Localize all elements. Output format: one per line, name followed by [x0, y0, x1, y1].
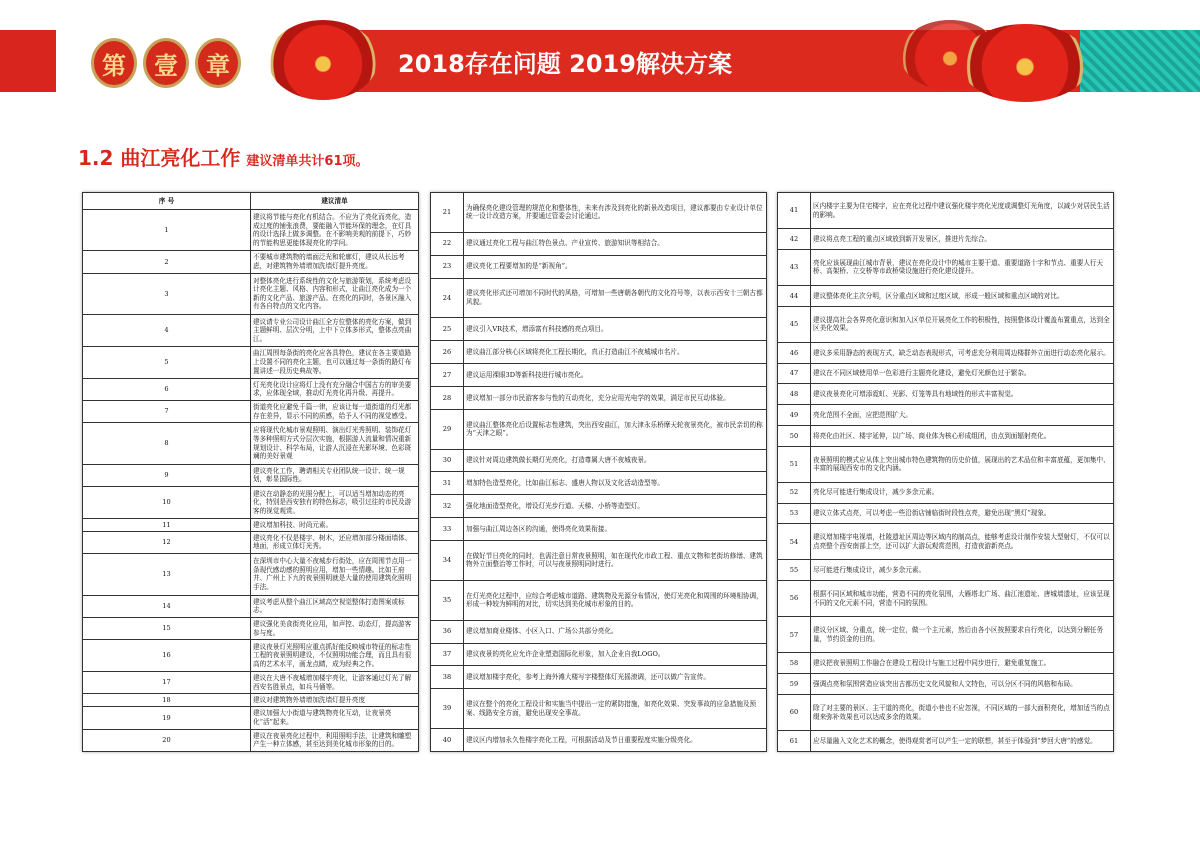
row-number: 60: [778, 694, 811, 730]
row-suggestion: 将亮化由社区、楼宇延伸，以广场、商业体为核心形成组团，由点到面辐射亮化。: [811, 425, 1114, 446]
column-header-number: 序 号: [83, 193, 251, 210]
table-row: [83, 273, 419, 314]
table-row: [431, 643, 767, 666]
row-number: 40: [431, 729, 464, 752]
peony-decoration-icon: [268, 20, 378, 100]
row-suggestion: 建议夜景灯光照明应重点抓好能反映城市特征的标志性工程的夜景照明建设，不仅照明功能合理，而且具有很高的艺术水平，画龙点睛，成为经典之作。: [251, 640, 419, 672]
row-number: 15: [83, 617, 251, 639]
chapter-seal: 第: [91, 38, 137, 88]
row-number: 9: [83, 464, 251, 486]
row-number: 43: [778, 249, 811, 285]
row-suggestion: 为确保亮化建设管理的规范化和整体性，未来有涉及到亮化的新景改造项目，建议都要由专业设计单位统一设计改造方案，并要通过管委会讨论通过。: [464, 193, 767, 233]
row-number: 23: [431, 255, 464, 278]
row-number: 14: [83, 595, 251, 617]
table-row: [778, 653, 1114, 674]
row-suggestion: 在灯光亮化过程中，应综合考虑城市道路、建筑物及光源分布情况，使灯光亮化和周围的环境相协调，形成一种较为鲜明的对比，切实达到美化城市形象的目的。: [464, 580, 767, 620]
row-number: 55: [778, 560, 811, 581]
table-row: [431, 541, 767, 581]
suggestion-table-2: [430, 192, 767, 752]
peony-decoration-icon: [960, 24, 1090, 102]
table-row: [778, 482, 1114, 503]
table-row: [83, 694, 419, 707]
row-number: 10: [83, 487, 251, 519]
table-row: [431, 318, 767, 341]
table-row: [431, 518, 767, 541]
row-suggestion: 尽可能进行集成设计，减少多余元素。: [811, 560, 1114, 581]
row-number: 27: [431, 364, 464, 387]
row-suggestion: 建议夜景亮化可增添霓虹、光影、灯笼等具有地域性的形式丰富视觉。: [811, 384, 1114, 405]
row-suggestion: 区内楼宇主要为住宅楼宇，应在亮化过程中建议强化楼宇亮化光度或调整灯光角度，以减少对居民生活的影响。: [811, 193, 1114, 229]
row-number: 32: [431, 495, 464, 518]
row-number: 37: [431, 643, 464, 666]
row-number: 19: [83, 707, 251, 729]
row-number: 7: [83, 401, 251, 423]
table-row: [778, 249, 1114, 285]
row-suggestion: 建议提高社会各界亮化意识和加入区单位开展亮化工作的积极性，按照整体设计覆盖布置重点，达到全区美化效果。: [811, 306, 1114, 342]
row-suggestion: 在深圳市中心大量不夜城步行街处，应在周围节点用一条现代感动感的照明应用，增加一些情趣。比如王府井、广州上下九的夜景照明就是大量的使用建筑化照明手法。: [251, 554, 419, 595]
row-suggestion: 建议增加楼宇亮化，参考上海外滩大楼写字楼整体灯光摇滚调，还可以做广告宣传。: [464, 666, 767, 689]
row-suggestion: 对整体亮化进行系统性的文化与旅游策划，系统考虑设计亮化主题、风格、内容和形式，让曲江亮化成为一个新的文化产品、旅游产品。在亮化的同时，各景区融入有各自特点的文化内容。: [251, 273, 419, 314]
table-row: [83, 729, 419, 751]
row-number: 13: [83, 554, 251, 595]
row-suggestion: 在做好节日亮化的同时，也需注意日常夜景照明，如在现代化市政工程、重点文物和老街坊修缮、建筑物外立面整治等工作时，可以与夜景照明同时进行。: [464, 541, 767, 581]
row-suggestion: 建议夜景的亮化应允许企业塑造国际化形象，加入企业自我LOGO。: [464, 643, 767, 666]
row-suggestion: 建议在整个的亮化工程设计和实施当中提出一定的紧防措施，如亮化效果、突发事故的应急措施及预案、线路安全方面，避免出现安全事故。: [464, 689, 767, 729]
row-number: 22: [431, 232, 464, 255]
row-number: 38: [431, 666, 464, 689]
row-number: 59: [778, 674, 811, 695]
suggestion-table-1: [82, 192, 419, 752]
row-suggestion: 加强与曲江周边各区的沟通，使得亮化效果衔接。: [464, 518, 767, 541]
row-number: 45: [778, 306, 811, 342]
row-suggestion: 建议曲江部分核心区域将亮化工程长期化，真正打造曲江不夜城城市名片。: [464, 341, 767, 364]
row-suggestion: 应尽量融入文化艺术的概念，使得观赏者可以产生一定的联想，甚至于体验到“梦回大唐”的感觉。: [811, 731, 1114, 752]
table-row: [431, 689, 767, 729]
row-number: 36: [431, 620, 464, 643]
table-row: [431, 620, 767, 643]
row-suggestion: 除了对主要的景区、主干道的亮化，街道小巷也不应忽视，不同区域的一部大面积亮化，增加适当的点缀来弥补效果也可以达成多余的效果。: [811, 694, 1114, 730]
row-number: 1: [83, 210, 251, 251]
row-number: 2: [83, 251, 251, 273]
table-row: [83, 464, 419, 486]
row-suggestion: 建议强化美食街亮化应用，如声控、动态灯，提高游客参与度。: [251, 617, 419, 639]
row-number: 34: [431, 541, 464, 581]
row-number: 46: [778, 342, 811, 363]
row-suggestion: 曲江周围每条街的亮化应各具特色，建议在各主要道路上设置不同的亮化主题，也可以通过每一条街的路灯布置讲述一段历史典故等。: [251, 346, 419, 378]
table-row: [778, 581, 1114, 617]
row-number: 30: [431, 449, 464, 472]
table-row: [431, 193, 767, 233]
row-number: 21: [431, 193, 464, 233]
row-suggestion: 建议针对周边建筑做长期灯光亮化，打造尊属大唐不夜城夜景。: [464, 449, 767, 472]
row-suggestion: 建议把夜景照明工作融合在建设工程设计与施工过程中同步进行，避免重复施工。: [811, 653, 1114, 674]
row-number: 50: [778, 425, 811, 446]
row-number: 12: [83, 531, 251, 553]
row-number: 41: [778, 193, 811, 229]
row-number: 11: [83, 518, 251, 531]
row-suggestion: 强化地面造型亮化，增设灯光步行道、天梯、小桥等造型灯。: [464, 495, 767, 518]
row-suggestion: 亮化应该展现曲江城市背景，建议在亮化设计中的城市主要干道、重要道路十字和节点、重要人行天桥、高架桥、立交桥等市政桥梁设施进行亮化建设提升。: [811, 249, 1114, 285]
row-number: 26: [431, 341, 464, 364]
table-row: [83, 554, 419, 595]
row-number: 3: [83, 273, 251, 314]
table-row: [778, 229, 1114, 250]
table-row: [778, 306, 1114, 342]
row-number: 51: [778, 446, 811, 482]
row-number: 31: [431, 472, 464, 495]
row-suggestion: 建议在不同区域使用单一色彩进行主题亮化建设，避免灯光颜色过于繁杂。: [811, 363, 1114, 384]
banner-title: 2018存在问题 2019解决方案: [398, 50, 732, 78]
row-suggestion: 建议亮化工作，聘请相关专业团队统一设计、统一规划，彰显国际性。: [251, 464, 419, 486]
table-row: [83, 346, 419, 378]
row-number: 42: [778, 229, 811, 250]
row-number: 29: [431, 409, 464, 449]
table-row: [431, 386, 767, 409]
table-row: [778, 503, 1114, 524]
row-number: 17: [83, 672, 251, 694]
row-number: 61: [778, 731, 811, 752]
table-row: [778, 425, 1114, 446]
table-row: [778, 560, 1114, 581]
table-row: [83, 707, 419, 729]
table-row: [431, 341, 767, 364]
table-row: [83, 595, 419, 617]
row-number: 6: [83, 378, 251, 400]
table-row: [431, 232, 767, 255]
section-title: 1.2 曲江亮化工作: [78, 146, 241, 170]
row-suggestion: 建议立体式点亮，可以考虑一些沿街店铺临街时段性点亮，避免出现“黑灯”现象。: [811, 503, 1114, 524]
row-suggestion: 建议增加一部分市民游客参与性的互动亮化，充分应用光电学的效果，满足市民互动体验。: [464, 386, 767, 409]
table-row: [83, 251, 419, 273]
row-number: 4: [83, 315, 251, 347]
row-number: 47: [778, 363, 811, 384]
table-row: [778, 193, 1114, 229]
row-number: 16: [83, 640, 251, 672]
row-suggestion: 建议亮化工程要增加的是“新视角”。: [464, 255, 767, 278]
row-suggestion: 强调点亮和氛围营造应该突出古都历史文化风貌和人文特色，可以分区不同的风格和布局。: [811, 674, 1114, 695]
row-suggestion: 建议增加科技、时尚元素。: [251, 518, 419, 531]
table-row: [83, 315, 419, 347]
table-row: [431, 449, 767, 472]
row-suggestion: 建议对建筑物外墙增加洗墙灯提升亮度: [251, 694, 419, 707]
table-row: [778, 617, 1114, 653]
table-row: [431, 729, 767, 752]
table-row: [778, 674, 1114, 695]
table-row: [83, 640, 419, 672]
row-suggestion: 灯光亮化设计应将灯上没有充分融合中国古方的审美要求，应体现全域，推动灯光亮化再升级、再提升。: [251, 378, 419, 400]
banner-pattern: [1080, 30, 1200, 92]
table-row: [83, 423, 419, 464]
row-suggestion: 建议增加楼宇电视墙，杜陵遗址区周边等区域内的制高点，能够考虑设计制作安装大型射灯，不仅可以点亮整个西安南部上空，还可以扩大游玩观赏范围，打造夜游新亮点。: [811, 524, 1114, 560]
row-suggestion: 建议在大唐不夜城增加楼宇亮化，让游客通过灯光了解西安名胜景点，如兵马俑等。: [251, 672, 419, 694]
column-header-suggestion: 建议清单: [251, 193, 419, 210]
row-number: 53: [778, 503, 811, 524]
row-number: 28: [431, 386, 464, 409]
row-suggestion: 建议运用裸眼3D等新科技进行城市亮化。: [464, 364, 767, 387]
section-heading: [78, 142, 369, 171]
table-row: [778, 286, 1114, 307]
row-suggestion: 建议多采用静态的表现方式，缺乏动态表现形式，可考虑充分利用周边楼群外立面进行动态亮化展示。: [811, 342, 1114, 363]
row-suggestion: 增加特色造型亮化，比如曲江标志、盛唐人物以及文化活动造型等。: [464, 472, 767, 495]
table-row: [431, 255, 767, 278]
row-suggestion: 建议请专业公司设计曲江全方位整体的亮化方案，做到主题鲜明、层次分明，上中下立体多形式，整体点亮曲江。: [251, 315, 419, 347]
table-row: [83, 210, 419, 251]
row-number: 24: [431, 278, 464, 318]
row-number: 35: [431, 580, 464, 620]
row-number: 44: [778, 286, 811, 307]
table-header-row: [83, 193, 419, 210]
row-number: 5: [83, 346, 251, 378]
table-row: [778, 405, 1114, 426]
table-row: [83, 487, 419, 519]
table-row: [83, 378, 419, 400]
row-number: 33: [431, 518, 464, 541]
chapter-seal: 壹: [143, 38, 189, 88]
chapter-seal: 章: [195, 38, 241, 88]
row-suggestion: 应将现代化城市景观照明、演出灯光秀照明、装饰花灯等多种照明方式分层次实施，根据游人流量和情况重新规划设计、科学布局，让游人沉浸在光影环境、色彩斑斓的美好景观: [251, 423, 419, 464]
row-number: 18: [83, 694, 251, 707]
row-suggestion: 建议在动静态的光照分配上，可以适当增加动态的亮化，特别是西安独有的特色标志，吸引过往的市民及游客的视觉观赏。: [251, 487, 419, 519]
table-row: [431, 495, 767, 518]
row-suggestion: 建议将节能与亮化有机结合。不应为了亮化而亮化，造成过度的铺张浪费，要能融入节能环保的理念，在灯具的设计选择上做多调整。在不影响美观的前提下，巧妙的节能构思更能体现亮化的学问。: [251, 210, 419, 251]
row-suggestion: 建议在夜景亮化过程中，利用照明手法，让建筑和雕塑产生一种立体感，甚至达到美化城市形象的目的。: [251, 729, 419, 751]
row-suggestion: 建议亮化形式还可增加不同时代的风格，可增加一些唐朝各朝代的文化符号等，以表示西安十三朝古都风貌。: [464, 278, 767, 318]
row-suggestion: 街道亮化应避免千篇一律，应该让每一道街道的灯光都存在差异，显示不同的质感，给予人不同的视觉感受。: [251, 401, 419, 423]
row-suggestion: 根据不同区域和城市功能，营造不同的亮化氛围，大雁塔北广场、曲江池遗址、唐城墙遗址，应该呈现不同的文化元素不同，营造不同的氛围。: [811, 581, 1114, 617]
table-row: [778, 731, 1114, 752]
row-suggestion: 建议整体亮化主次分明，区分重点区域和过度区域，形成一般区域和重点区域的对比。: [811, 286, 1114, 307]
table-row: [778, 694, 1114, 730]
table-row: [83, 672, 419, 694]
table-row: [431, 409, 767, 449]
row-number: 54: [778, 524, 811, 560]
banner-left-block: [0, 30, 56, 92]
row-suggestion: 建议通过亮化工程与曲江特色景点、产业宣传、旅游知识等相结合。: [464, 232, 767, 255]
row-suggestion: 建议引入VR技术，增添富有科技感的亮点项目。: [464, 318, 767, 341]
row-suggestion: 夜景照明的模式应从体上突出城市特色建筑物的历史价值，展现出的艺术品位和丰富底蕴，更加集中、丰富的展现西安市的文化内涵。: [811, 446, 1114, 482]
table-row: [83, 531, 419, 553]
row-suggestion: 建议将点亮工程的重点区域放到新开发景区，推进片先综合。: [811, 229, 1114, 250]
row-suggestion: 建议考虑从整个曲江区域高空视觉整体打造图案或标志。: [251, 595, 419, 617]
section-note: 建议清单共计61项。: [246, 154, 369, 169]
row-number: 58: [778, 653, 811, 674]
row-number: 52: [778, 482, 811, 503]
row-number: 8: [83, 423, 251, 464]
row-suggestion: 不要城市建筑物的墙面泛光和轮廓灯，建议从长远考虑，对建筑物外墙增加洗墙灯提升亮度。: [251, 251, 419, 273]
table-row: [778, 342, 1114, 363]
row-number: 39: [431, 689, 464, 729]
row-suggestion: 建议亮化不仅是楼宇、树木，还应增加部分楼面墙体、地面，形成立体灯光秀。: [251, 531, 419, 553]
table-row: [778, 384, 1114, 405]
table-row: [778, 363, 1114, 384]
row-suggestion: 建议分区域、分重点，统一定位，做一个主元素，然后由各小区按照要求自行亮化，以达到分解任务量，节约资金的目的。: [811, 617, 1114, 653]
row-number: 20: [83, 729, 251, 751]
table-row: [431, 472, 767, 495]
table-row: [431, 278, 767, 318]
row-suggestion: 建议曲江整体亮化后设置标志性建筑，突出西安曲江，加大津永乐桥摩天轮夜景亮化，被市民亲切的称为“天津之眼”。: [464, 409, 767, 449]
row-suggestion: 建议区内增加永久性楼宇亮化工程，可根据活动及节日重要程度实施分级亮化。: [464, 729, 767, 752]
table-row: [83, 518, 419, 531]
row-number: 49: [778, 405, 811, 426]
row-suggestion: 亮化范围不全面，应把范围扩大。: [811, 405, 1114, 426]
row-suggestion: 建议增加商业楼体、小区入口、广场公共部分亮化。: [464, 620, 767, 643]
suggestion-table-3: [777, 192, 1114, 752]
table-row: [431, 666, 767, 689]
table-row: [778, 524, 1114, 560]
table-row: [83, 617, 419, 639]
row-suggestion: 亮化尽可能进行集成设计，减少多余元素。: [811, 482, 1114, 503]
row-number: 25: [431, 318, 464, 341]
table-row: [83, 401, 419, 423]
row-suggestion: 建议加强大小街道与建筑物亮化互动，让夜景亮化“活”起来。: [251, 707, 419, 729]
table-row: [431, 364, 767, 387]
table-row: [778, 446, 1114, 482]
table-row: [431, 580, 767, 620]
row-number: 57: [778, 617, 811, 653]
row-number: 48: [778, 384, 811, 405]
row-number: 56: [778, 581, 811, 617]
